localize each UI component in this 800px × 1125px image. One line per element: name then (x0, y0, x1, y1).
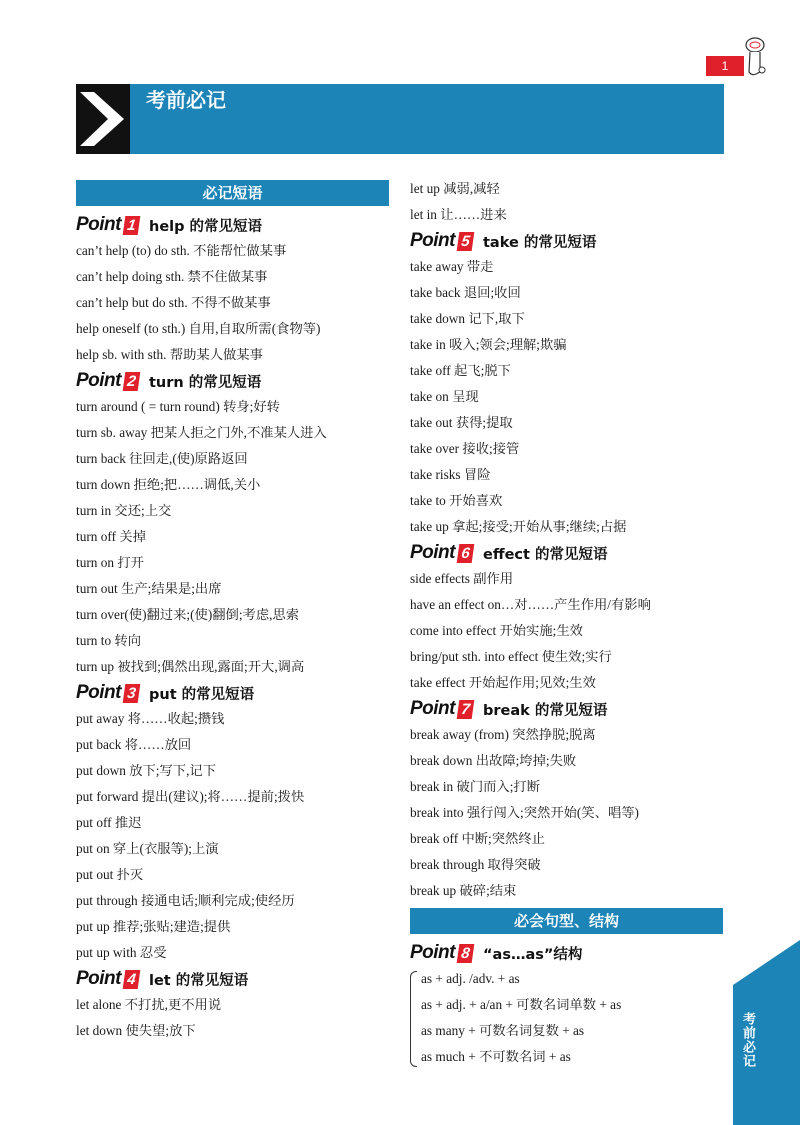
phrase-line: help sb. with sth. 帮助某人做某事 (76, 347, 263, 362)
chapter-title: 考前必记 (146, 88, 226, 112)
point-label: Point (410, 542, 455, 563)
phrase-line: help oneself (to sth.) 自用,自取所需(食物等) (76, 321, 321, 336)
phrase-line: take out 获得;提取 (410, 415, 513, 430)
phrase-line: let up 减弱,减轻 (410, 181, 500, 196)
phrase-line: break off 中断;突然终止 (410, 831, 545, 846)
phrase-line: put away 将……收起;攒钱 (76, 711, 225, 726)
phrase-line: take to 开始喜欢 (410, 493, 503, 508)
phrase-line: let alone 不打扰,更不用说 (76, 997, 222, 1012)
phrase-line: take risks 冒险 (410, 467, 491, 482)
point-label: Point (410, 698, 455, 719)
phrase-line: put through 接通电话;顺利完成;使经历 (76, 893, 295, 908)
phrase-line: take away 带走 (410, 259, 494, 274)
phrase-line: turn sb. away 把某人拒之门外,不准某人进入 (76, 425, 327, 440)
point-heading (410, 940, 723, 966)
brace-icon (410, 971, 417, 1067)
point-title: effect 的常见短语 (483, 546, 608, 563)
phrase-line: take off 起飞;脱下 (410, 363, 511, 378)
phrase-line: put out 扑灭 (76, 867, 144, 882)
point-label: Point (76, 370, 121, 391)
phrase-line: have an effect on…对……产生作用/有影响 (410, 597, 651, 612)
phrase-line: bring/put sth. into effect 使生效;实行 (410, 649, 612, 664)
phrase-line: take up 拿起;接受;开始从事;继续;占据 (410, 519, 627, 534)
phrase-line: take in 吸入;领会;理解;欺骗 (410, 337, 567, 352)
phrase-line: take effect 开始起作用;见效;生效 (410, 675, 596, 690)
point-number: 5 (457, 232, 475, 251)
point-heading (410, 228, 723, 254)
phrase-line: put on 穿上(衣服等);上演 (76, 841, 219, 856)
left-column (76, 180, 389, 1044)
phrase-line: turn down 拒绝;把……调低,关小 (76, 477, 261, 492)
structure-line: as + adj. + a/an + 可数名词单数 + as (421, 997, 622, 1012)
phrase-line: turn back 往回走,(使)原路返回 (76, 451, 248, 466)
point-heading (76, 368, 389, 394)
structure-line: as many + 可数名词复数 + as (421, 1023, 585, 1038)
point-heading (410, 696, 723, 722)
section-bar-structures: 必会句型、结构 (410, 908, 723, 934)
right-column (410, 176, 723, 1070)
point-number: 6 (457, 544, 475, 563)
phrase-line: can’t help but do sth. 不得不做某事 (76, 295, 271, 310)
point-heading (76, 966, 389, 992)
phrase-line: break through 取得突破 (410, 857, 541, 872)
phrase-line: can’t help doing sth. 禁不住做某事 (76, 269, 268, 284)
point-title: “as…as”结构 (483, 946, 583, 963)
phrase-line: turn up 被找到;偶然出现,露面;开大,调高 (76, 659, 305, 674)
page-number: 1 (706, 56, 744, 76)
phrase-line: break into 强行闯入;突然开始(笑、唱等) (410, 805, 639, 820)
phrase-line: put up with 忍受 (76, 945, 167, 960)
point-label: Point (410, 942, 455, 963)
point-label: Point (76, 214, 121, 235)
phrase-line: turn off 关掉 (76, 529, 146, 544)
point-title: turn 的常见短语 (149, 374, 262, 391)
phrase-line: turn around ( = turn round) 转身;好转 (76, 399, 280, 414)
point-heading (410, 540, 723, 566)
point-label: Point (76, 682, 121, 703)
phrase-line: let in 让……进来 (410, 207, 507, 222)
phrase-line: turn in 交还;上交 (76, 503, 172, 518)
phrase-line: come into effect 开始实施;生效 (410, 623, 583, 638)
phrase-line: put down 放下;写下,记下 (76, 763, 216, 778)
phrase-line: turn on 打开 (76, 555, 144, 570)
phrase-line: break up 破碎;结束 (410, 883, 517, 898)
point-title: take 的常见短语 (483, 234, 597, 251)
chapter-header (76, 84, 724, 154)
phrase-line: break in 破门而入;打断 (410, 779, 540, 794)
phrase-line: let down 使失望;放下 (76, 1023, 196, 1038)
phrase-line: turn over(使)翻过来;(使)翻倒;考虑,思索 (76, 607, 300, 622)
phrase-line: take back 退回;收回 (410, 285, 521, 300)
phrase-line: break down 出故障;垮掉;失败 (410, 753, 577, 768)
phrase-line: put off 推迟 (76, 815, 142, 830)
point-number: 1 (123, 216, 141, 235)
point-heading (76, 680, 389, 706)
point-title: put 的常见短语 (149, 686, 255, 703)
point-label: Point (410, 230, 455, 251)
structure-line: as much + 不可数名词 + as (421, 1049, 571, 1064)
point-number: 8 (457, 944, 475, 963)
point-title: let 的常见短语 (149, 972, 249, 989)
phrase-line: turn out 生产;结果是;出席 (76, 581, 222, 596)
chevron-right-icon (76, 84, 130, 154)
point-heading (76, 212, 389, 238)
mascot-icon (740, 36, 770, 80)
phrase-line: put up 推荐;张贴;建造;提供 (76, 919, 231, 934)
structure-group (410, 966, 723, 1070)
phrase-line: break away (from) 突然挣脱;脱离 (410, 727, 596, 742)
phrase-line: take on 呈现 (410, 389, 479, 404)
point-title: break 的常见短语 (483, 702, 608, 719)
phrase-line: turn to 转向 (76, 633, 142, 648)
point-number: 3 (123, 684, 141, 703)
phrase-line: can’t help (to) do sth. 不能帮忙做某事 (76, 243, 287, 258)
phrase-line: put back 将……放回 (76, 737, 192, 752)
point-title: help 的常见短语 (149, 218, 263, 235)
side-tab-label: 考前必记 (740, 1012, 755, 1068)
phrase-line: put forward 提出(建议);将……提前;拨快 (76, 789, 305, 804)
phrase-line: take down 记下,取下 (410, 311, 525, 326)
point-number: 2 (123, 372, 141, 391)
point-number: 7 (457, 700, 475, 719)
point-number: 4 (123, 970, 141, 989)
phrase-line: side effects 副作用 (410, 571, 514, 586)
structure-line: as + adj. /adv. + as (421, 971, 520, 986)
point-label: Point (76, 968, 121, 989)
phrase-line: take over 接收;接管 (410, 441, 520, 456)
section-bar-phrases: 必记短语 (76, 180, 389, 206)
